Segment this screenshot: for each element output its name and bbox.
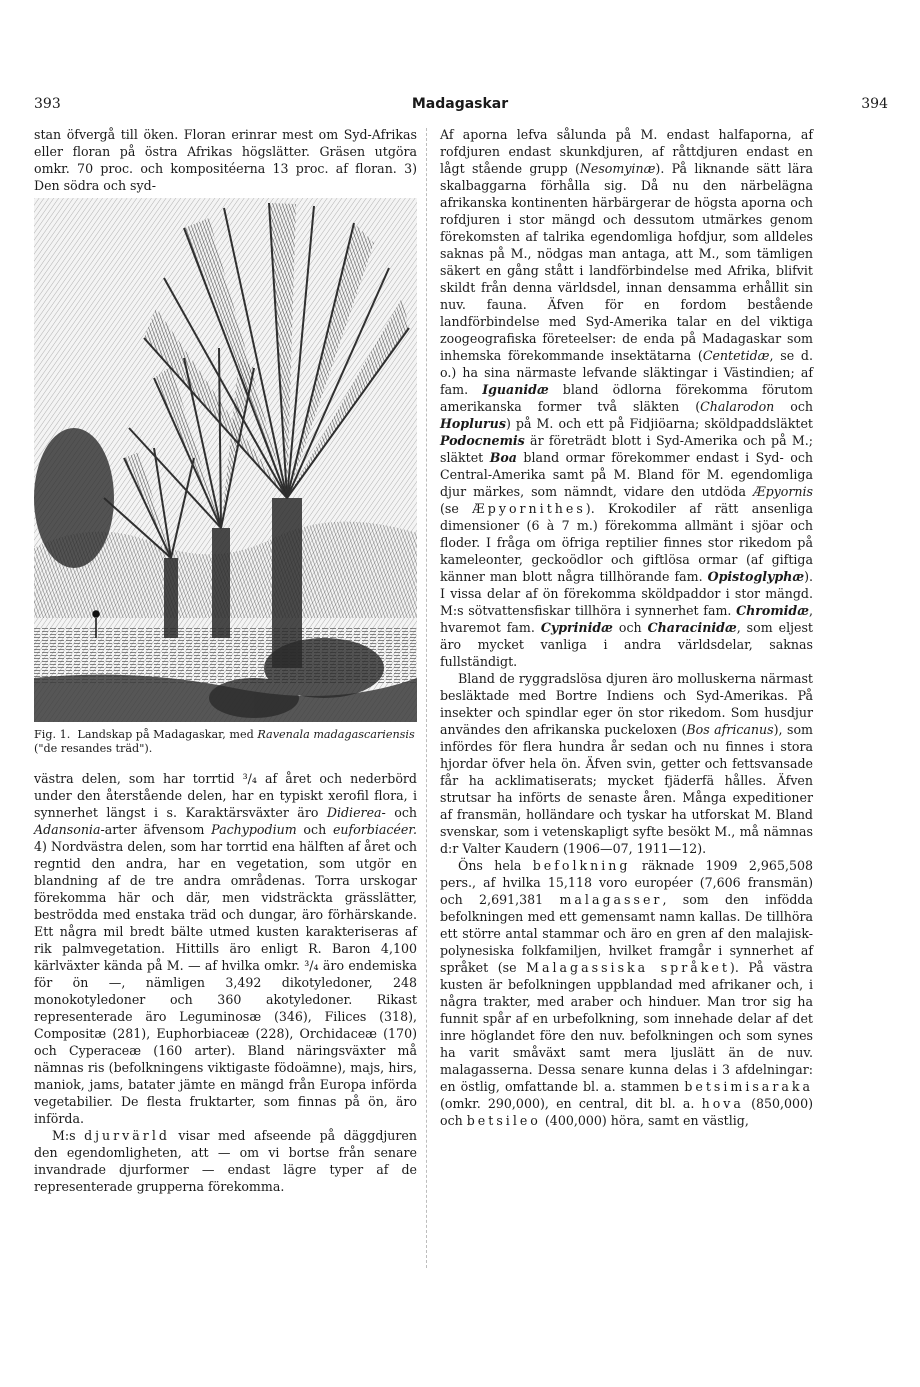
text-run: , hvaremot fam. <box>440 603 813 635</box>
text-run: Bland de ryggradslösa djuren äro molluskerna närmast besläktade med Bortre Indiens och Syd-Amerikas. På insekter och spindlar eger ön stor rikedom. Som husdjur användes den afrikanska puckeloxen ( <box>440 671 813 737</box>
text-run: befolkning <box>532 858 631 873</box>
text-run: 4) Nordvästra delen, som har torrtid ena hälften af året och regntid den andra, har en vegetation, som utgör en blandning af de tre andra områdenas. Torra urskogar förekomma här och där, men vidsträckta grässlätter, beströdda med enstaka träd och dungar, äro förhärskande. Ett några mil bredt bälte utmed kusten karakteriseras af rik palmvegetation. Hittills äro enligt R. Baron 4,100 kärlväxter kända på M. — af hvilka omkr. ³/₄ äro endemiska för ön —, nämligen 3,492 dikotyledoner, 248 monokotyledoner och 360 akotyledoner. Rikast representerade äro Leguminosæ (346), Filices (318), Compositæ (281), Euphorbiaceæ (228), Orchidaceæ (170) och Cyperaceæ (160 arter). Bland näringsväxter må nämnas ris (befolkningens viktigaste födoämne), majs, hirs, maniok, jams, batater jämte en mängd från Europa införda vegetabilier. De flesta fruktarter, som finnas på ön, äro införda. <box>34 839 417 1126</box>
text-run: (400,000) höra, samt en västlig, <box>540 1113 749 1128</box>
text-run: betsileo <box>466 1113 541 1128</box>
text-run: -arter äfvensom <box>100 822 212 837</box>
text-run: och <box>385 805 417 820</box>
text-run: ). På västra kusten är befolkningen uppblandad med afrikaner och, i några trakter, med araber och hinduer. Man tror sig ha funnit spår af en urbefolkning, som innehade delar af det inre höglandet före den nuv. befolkningen och som synes ha varit småväxt samt mera ljuslätt än de nuv. malagasserna. Dessa senare kunna delas i 3 afdelningar: en östlig, omfattande bl. a. stammen <box>440 960 813 1094</box>
text-run: Æpyornis <box>753 484 813 499</box>
text-run: ). Krokodiler af rätt ansenliga dimensioner (6 à 7 m.) förekomma allmänt i sjöar och floder. I fråga om öfriga reptilier finnes stor rikedom på kameleonter, geckoödlor och giftlösa ormar (af giftiga känner man blott några tillhörande fam. <box>440 501 813 584</box>
text-run: Malagassiska språket <box>526 960 730 975</box>
text-run: Hoplurus <box>440 416 506 431</box>
figure-label: Fig. 1. <box>34 728 71 741</box>
text-run: Adansonia <box>34 822 101 837</box>
text-run: Centetidæ <box>702 348 770 363</box>
text-run: Pachypodium <box>211 822 297 837</box>
left-paragraph-1: stan öfvergå till öken. Floran erinrar mest om Syd-Afrikas eller floran på östra Afrikas högslätter. Gräsen utgöra omkr. 70 proc. och kompositéerna 13 proc. af floran. 3) Den södra och syd- <box>34 127 417 193</box>
text-run: ). I vissa delar af ön förekomma sköldpaddor i stor mängd. M:s sötvattensfiskar tillhöra i synnerhet fam. <box>440 569 813 618</box>
text-run: euforbiacéer. <box>332 822 417 837</box>
text-run: (se <box>440 501 473 516</box>
text-run: ) på M. och ett på Fidjiöarna; sköldpaddsläktet <box>505 416 813 431</box>
right-paragraph-1 <box>440 126 813 670</box>
text-run: Boa <box>489 450 517 465</box>
text-run: västra delen, som har torrtid ³/₄ af året och nederbörd under den återstående delen, har en typiskt xerofil flora, i synnerhet längst i s. Karaktärsväxter äro <box>34 771 417 820</box>
text-run: ), som infördes för flera hundra år sedan och nu finnes i stora hjordar öfver hela ön. Äfven svin, getter och fettsvansade får ha acklimatiserats; mycket fjäderfä hålles. Äfven strutsar ha införts de senaste åren. Många expeditioner af fransmän, holländare och tyskar ha utforskat M. Bland svenskar, som i vetenskapligt syfte besökt M., må nämnas d:r Valter Kaudern (1906—07, 1911—12). <box>440 722 813 856</box>
text-run: djurvärld <box>84 1128 170 1143</box>
right-paragraph-2 <box>440 670 813 857</box>
text-run: Characinidæ <box>647 620 737 635</box>
figure-illustration <box>34 198 417 722</box>
text-run: bland ormar förekommer endast i Syd- och Central-Amerika samt på M. Bland för M. egendomliga djur märkes, som nämndt, vidare den utdöda <box>440 450 813 499</box>
text-run: Iguanidæ <box>482 382 549 397</box>
page-number-left: 393 <box>34 96 61 112</box>
text-run: Chalarodon <box>700 399 775 414</box>
text-run: och <box>296 822 333 837</box>
text-run: , se d. o.) ha sina närmaste lefvande släktingar i Västindien; af fam. <box>440 348 813 397</box>
right-paragraph-3 <box>440 857 813 1129</box>
text-run: och <box>774 399 813 414</box>
running-title: Madagaskar <box>411 96 509 112</box>
text-run: Æpyornithes <box>472 501 586 516</box>
text-run: och <box>612 620 648 635</box>
text-run: Opistoglyphæ <box>707 569 805 584</box>
page-header <box>30 96 890 116</box>
caption-species: Ravenala madagascariensis <box>257 728 415 741</box>
text-run: hova <box>701 1096 744 1111</box>
text-run: betsimisaraka <box>684 1079 813 1094</box>
page-number-right: 394 <box>861 96 888 112</box>
left-column <box>34 126 417 1195</box>
text-run: malagasser <box>559 892 663 907</box>
text-run: Podocnemis <box>440 433 525 448</box>
text-run: Öns hela <box>458 858 533 873</box>
text-run: , som eljest äro mycket vanliga i andra världsdelar, saknas fullständigt. <box>440 620 813 669</box>
text-run: M:s <box>52 1128 85 1143</box>
text-run: räknade 1909 2,965,508 pers., af hvilka 15,118 voro européer (7,606 fransmän) och 2,691,381 <box>440 858 813 907</box>
ravenala-landscape-engraving <box>34 198 417 722</box>
text-run: ). På liknande sätt lära skalbaggarna förhålla sig. Då nu den närbelägna afrikanska kontinenten härbärgerar de högsta aporna och rofdjuren i stor mängd och dessutom utmärkes genom förekomsten af talrika egendomliga hofdjur, som alldeles saknas på M., nödgas man antaga, att M., som tämligen säkert en gång stått i landförbindelse med Afrika, blifvit skildt från denna världsdel, innan densamma erhållit sin nuv. fauna. Äfven för en fordom bestående landförbindelse med Syd-Amerika talar en del viktiga zoogeografiska företeelser: de enda på Madagaskar som inhemska förekommande insektätarna ( <box>440 161 813 363</box>
text-run: (omkr. 290,000), en central, dit bl. a. <box>440 1096 702 1111</box>
text-run: (850,000) och <box>440 1096 813 1128</box>
text-run: visar med afseende på däggdjuren den egendomligheten, att — om vi bortse från senare invandrade djurformer — endast lägre typer af de representerade grupperna förekomma. <box>34 1128 417 1194</box>
text-run: Af aporna lefva sålunda på M. endast halfaporna, af rofdjuren endast skunkdjuren, af råttdjuren endast en lågt stående grupp ( <box>440 127 813 176</box>
figure-caption <box>34 728 417 756</box>
caption-text <box>34 728 415 755</box>
text-run: Cyprinidæ <box>540 620 613 635</box>
text-run: Bos africanus <box>686 722 774 737</box>
text-run: , som den infödda befolkningen med ett gemensamt namn kallas. De tillhöra ett större antal stammar och äro en gren af den malajisk-polynesiska folkfamiljen, hvilket framgår i synnerhet af språket (se <box>440 892 813 975</box>
text-run: bland ödlorna förekomma förutom amerikanska former två släkten ( <box>440 382 813 414</box>
text-run: Nesomyinæ <box>579 161 656 176</box>
caption-post: ("de resandes träd"). <box>34 742 153 755</box>
column-divider <box>426 128 427 1268</box>
text-run: Chromidæ <box>736 603 809 618</box>
left-paragraph-3 <box>34 1127 417 1195</box>
text-run: Didierea- <box>326 805 386 820</box>
right-column <box>440 126 813 1129</box>
left-paragraph-2 <box>34 770 417 1127</box>
text-run: är företrädt blott i Syd-Amerika och på M.; släktet <box>440 433 813 465</box>
caption-pre: Landskap på Madagaskar, med <box>77 728 258 741</box>
